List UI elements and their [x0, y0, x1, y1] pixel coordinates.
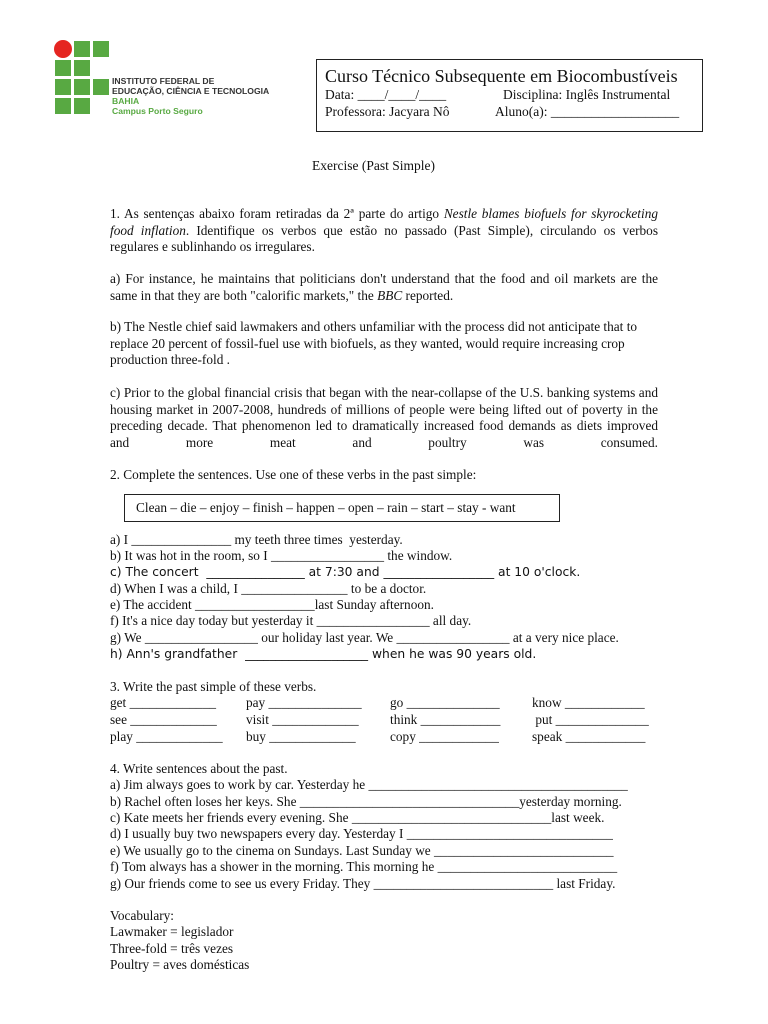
- discipline-label: Disciplina: Inglês Instrumental: [503, 87, 671, 102]
- bbc-label: BBC: [377, 287, 403, 303]
- article-title: Nestle blames biofuels for skyrocketing food inflation: [110, 206, 658, 238]
- institution-logo: [54, 40, 110, 114]
- logo-square: [74, 60, 90, 76]
- verb-blank: pay ______________: [246, 695, 362, 710]
- logo-square: [74, 79, 90, 95]
- logo-square: [55, 60, 71, 76]
- verb-list-box: [124, 494, 560, 522]
- q4-item-c: c) Kate meets her friends every evening. She ______________________________last week.: [110, 810, 605, 825]
- q1-intro: [110, 206, 658, 256]
- q1-intro-text: . Identifique os verbos que estão no passado (Past Simple), circulando os verbos regulares e sublinhando os irregulares.: [110, 222, 659, 254]
- q4-instruction: 4. Write sentences about the past.: [110, 761, 288, 776]
- course-title: Curso Técnico Subsequente em Biocombustíveis: [325, 66, 678, 86]
- verb-blank: see _____________: [110, 712, 217, 727]
- verb-blank: speak ____________: [532, 729, 646, 744]
- sentence-text: a) For instance, he maintains that politicians don't understand that the food and oil markets are the same in that they are both "calorific markets," the: [110, 271, 658, 303]
- q2-instruction: 2. Complete the sentences. Use one of these verbs in the past simple:: [110, 467, 477, 482]
- q2-item-e: e) The accident __________________last Sunday afternoon.: [110, 597, 434, 612]
- q2-item-c: c) The concert ________________ at 7:30 and __________________ at 10 o'clock.: [110, 565, 581, 579]
- logo-line: INSTITUTO FEDERAL DE: [112, 76, 215, 86]
- verb-blank: know ____________: [532, 695, 645, 710]
- q3-instruction: 3. Write the past simple of these verbs.: [110, 679, 317, 694]
- q4-item-d: d) I usually buy two newspapers every day. Yesterday I _______________________________: [110, 826, 613, 841]
- logo-square: [74, 98, 90, 114]
- q2-item-d: d) When I was a child, I ________________ to be a doctor.: [110, 581, 427, 596]
- logo-red-circle: [54, 40, 72, 58]
- logo-square: [74, 41, 90, 57]
- student-field: Aluno(a): ___________________: [495, 104, 680, 119]
- q4-item-f: f) Tom always has a shower in the morning. This morning he ___________________________: [110, 859, 618, 874]
- logo-square: [93, 41, 109, 57]
- date-field: Data: ____/____/____: [325, 87, 447, 102]
- q2-item-b: b) It was hot in the room, so I _________________ the window.: [110, 548, 453, 563]
- verb-blank: go ______________: [390, 695, 500, 710]
- verb-blank: copy ____________: [390, 729, 499, 744]
- vocabulary-item: Three-fold = três vezes: [110, 941, 234, 956]
- teacher-label: Professora: Jacyara Nô: [325, 104, 450, 119]
- logo-line: BAHIA: [112, 96, 140, 106]
- q4-item-b: b) Rachel often loses her keys. She _________________________________yesterday morning.: [110, 794, 622, 809]
- verb-list: Clean – die – enjoy – finish – happen – open – rain – start – stay - want: [136, 500, 516, 515]
- verb-blank: play _____________: [110, 729, 223, 744]
- logo-square: [55, 79, 71, 95]
- q4-item-g: g) Our friends come to see us every Friday. They ___________________________ last Friday.: [110, 876, 616, 891]
- course-header-box: [316, 59, 703, 132]
- verb-blank: put ______________: [532, 712, 649, 727]
- verb-blank: think ____________: [390, 712, 501, 727]
- q4-item-a: a) Jim always goes to work by car. Yesterday he _______________________________________: [110, 777, 628, 792]
- verb-blank: visit _____________: [246, 712, 359, 727]
- q4-item-e: e) We usually go to the cinema on Sundays. Last Sunday we ___________________________: [110, 843, 614, 858]
- verb-blank: get _____________: [110, 695, 216, 710]
- verb-blank: buy _____________: [246, 729, 356, 744]
- q2-item-h: h) Ann's grandfather ____________________ when he was 90 years old.: [110, 647, 537, 661]
- q2-item-a: a) I _______________ my teeth three times yesterday.: [110, 532, 403, 547]
- q1-intro-text: 1. As sentenças abaixo foram retiradas da 2ª parte do artigo: [110, 206, 444, 221]
- q1-sentence-a: [110, 271, 658, 304]
- q2-item-f: f) It's a nice day today but yesterday it _________________ all day.: [110, 613, 472, 628]
- vocabulary-item: Lawmaker = legislador: [110, 924, 234, 939]
- exercise-title: Exercise (Past Simple): [312, 158, 435, 173]
- logo-line: EDUCAÇÃO, CIÊNCIA E TECNOLOGIA: [112, 86, 270, 96]
- vocabulary-item: Poultry = aves domésticas: [110, 957, 250, 972]
- logo-square: [55, 98, 71, 114]
- sentence-text: reported.: [402, 287, 454, 303]
- logo-text: [112, 76, 269, 116]
- q2-item-g: g) We _________________ our holiday last year. We _________________ at a very nice place.: [110, 630, 619, 645]
- q1-sentence-b: b) The Nestle chief said lawmakers and others unfamiliar with the process did not anticipate that to replace 20 percent of fossil-fuel use with biofuels, as they wanted, would require increasing crop production three-fold .: [110, 319, 638, 367]
- q1-sentence-c: c) Prior to the global financial crisis that began with the near-collapse of the U.S. banking systems and housing market in 2007-2008, hundreds of millions of people were being lifted out of poverty in the preceding decade. That phenomenon led to dramatically increased food demands as diets improved and more meat and poultry was consumed.: [110, 385, 658, 450]
- logo-square: [93, 79, 109, 95]
- logo-line: Campus Porto Seguro: [112, 106, 203, 116]
- vocabulary-title: Vocabulary:: [110, 908, 175, 923]
